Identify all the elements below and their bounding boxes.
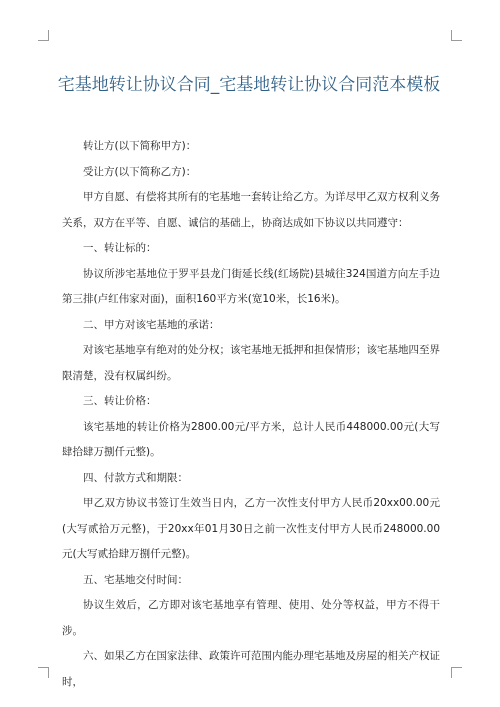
section-heading: 三、转让价格： [83, 395, 157, 407]
document-title: 宅基地转让协议合同_宅基地转让协议合同范本模板 [57, 75, 441, 96]
paragraph: 对该宅基地享有绝对的处分权；该宅基地无抵押和担保情形；该宅基地四至界限清楚，没有权属纠纷。 [62, 344, 440, 382]
section-heading: 二、甲方对该宅基地的承诺： [83, 318, 220, 331]
section-heading: 四、付款方式和期限： [83, 471, 188, 484]
page-corner-mark [38, 30, 49, 41]
section-heading: 五、宅基地交付时间： [83, 573, 188, 586]
paragraph: 甲乙双方协议书签订生效当日内，乙方一次性支付甲方人民币20xx00.00元(大写贰拾万元整)，于20xx年01月30日之前一次性支付甲方人民币248000.00元(大写贰拾肆万捌仟元整)。 [62, 497, 440, 560]
paragraph: 协议所涉宅基地位于罗平县龙门街延长线(红场院)县城往324国道方向左手边第三排(卢红伟家对面)，面积160平方米(宽10米，长16米)。 [62, 267, 440, 305]
document-body [62, 134, 440, 695]
paragraph: 协议生效后，乙方即对该宅基地享有管理、使用、处分等权益，甲方不得干涉。 [62, 599, 440, 637]
paragraph: 六、如果乙方在国家法律、政策许可范围内能办理宅基地及房屋的相关产权证时， [62, 650, 440, 688]
paragraph: 转让方(以下简称甲方)： [83, 140, 197, 152]
page-corner-mark [451, 30, 462, 41]
page-corner-mark [451, 667, 462, 678]
paragraph: 受让方(以下简称乙方)： [83, 165, 197, 178]
page-corner-mark [38, 667, 49, 678]
section-heading: 一、转让标的： [83, 242, 157, 254]
paragraph: 甲方自愿、有偿将其所有的宅基地一套转让给乙方。为详尽甲乙双方权利义务关系，双方在平等、自愿、诚信的基础上，协商达成如下协议以共同遵守： [62, 191, 440, 229]
paragraph: 该宅基地的转让价格为2800.00元/平方米，总计人民币448000.00元(大写肆拾肆万捌仟元整)。 [62, 420, 440, 458]
